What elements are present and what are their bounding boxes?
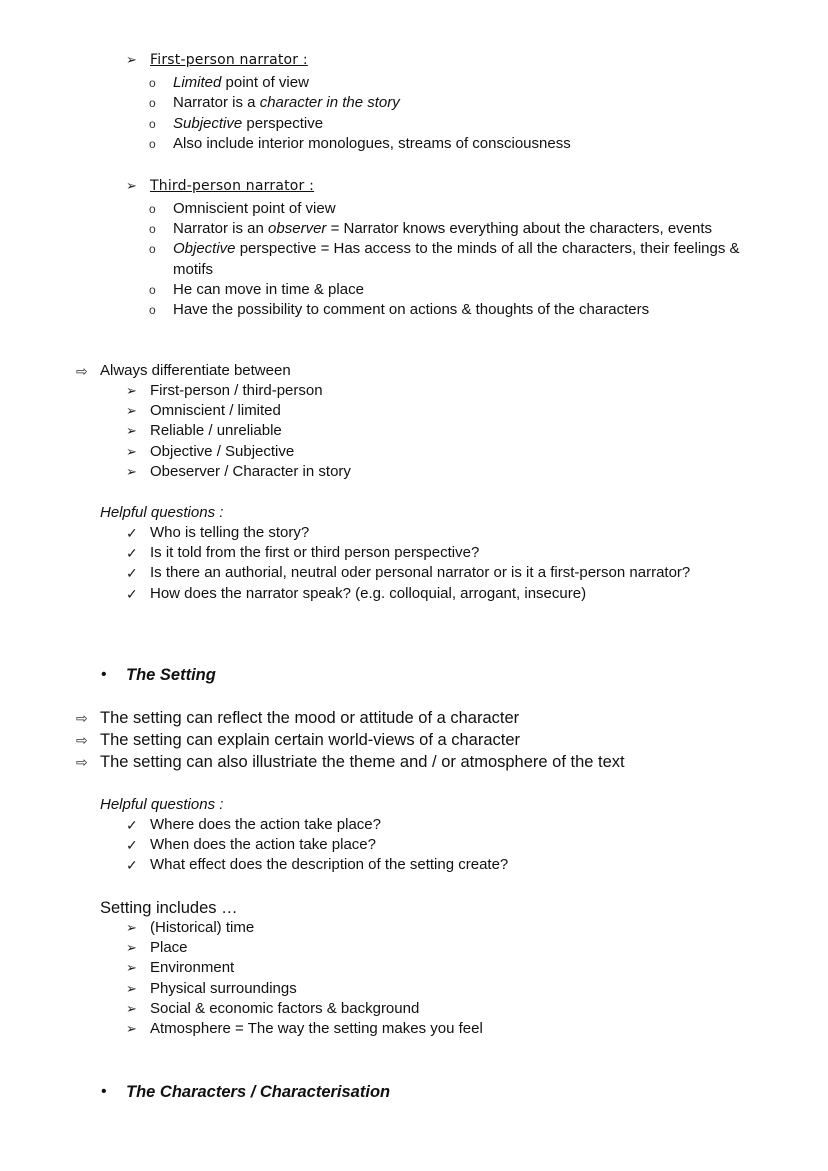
circle-bullet-icon: o bbox=[149, 137, 156, 151]
list-item: (Historical) time bbox=[150, 919, 255, 936]
list-item: Social & economic factors & background bbox=[150, 1000, 420, 1017]
differentiate-title: Always differentiate between bbox=[100, 362, 291, 379]
arrowhead-bullet-icon: ➢ bbox=[126, 464, 137, 479]
third-person-heading: Third-person narrator : bbox=[150, 178, 315, 194]
helpful-questions-title: Helpful questions : bbox=[100, 796, 224, 813]
arrowhead-bullet-icon: ➢ bbox=[126, 52, 137, 67]
arrowhead-bullet-icon: ➢ bbox=[126, 383, 137, 398]
checkmark-bullet-icon: ✓ bbox=[126, 817, 138, 833]
setting-point: The setting can also illustriate the theme and / or atmosphere of the text bbox=[100, 753, 625, 771]
circle-bullet-icon: o bbox=[149, 76, 156, 90]
section-heading-setting: The Setting bbox=[126, 666, 216, 684]
dot-bullet-icon: • bbox=[101, 666, 107, 683]
list-item: Limited point of view bbox=[173, 74, 309, 91]
dot-bullet-icon: • bbox=[101, 1083, 107, 1100]
list-item: How does the narrator speak? (e.g. colloquial, arrogant, insecure) bbox=[150, 585, 587, 602]
list-item: Subjective perspective bbox=[173, 115, 324, 132]
arrowhead-bullet-icon: ➢ bbox=[126, 960, 137, 975]
list-item: Also include interior monologues, streams of consciousness bbox=[173, 135, 571, 152]
arrowhead-bullet-icon: ➢ bbox=[126, 1021, 137, 1036]
list-item: Omniscient point of view bbox=[173, 200, 336, 217]
list-item: Who is telling the story? bbox=[150, 524, 310, 541]
list-item: Narrator is an observer = Narrator knows everything about the characters, events bbox=[173, 220, 713, 237]
arrowhead-bullet-icon: ➢ bbox=[126, 1001, 137, 1016]
setting-point: The setting can explain certain world-views of a character bbox=[100, 731, 521, 749]
checkmark-bullet-icon: ✓ bbox=[126, 565, 138, 581]
circle-bullet-icon: o bbox=[149, 242, 156, 256]
list-item: Environment bbox=[150, 959, 235, 976]
arrowhead-bullet-icon: ➢ bbox=[126, 444, 137, 459]
checkmark-bullet-icon: ✓ bbox=[126, 837, 138, 853]
arrowhead-bullet-icon: ➢ bbox=[126, 981, 137, 996]
list-item: Physical surroundings bbox=[150, 980, 297, 997]
arrowhead-bullet-icon: ➢ bbox=[126, 178, 137, 193]
arrow-right-bullet-icon: ⇨ bbox=[76, 363, 88, 379]
list-item: Have the possibility to comment on actions & thoughts of the characters bbox=[173, 301, 650, 318]
arrow-right-bullet-icon: ⇨ bbox=[76, 732, 88, 748]
list-item: Reliable / unreliable bbox=[150, 422, 282, 439]
setting-point: The setting can reflect the mood or attitude of a character bbox=[100, 709, 520, 727]
list-item: First-person / third-person bbox=[150, 382, 323, 399]
arrowhead-bullet-icon: ➢ bbox=[126, 423, 137, 438]
list-item: What effect does the description of the setting create? bbox=[150, 856, 509, 873]
list-item: He can move in time & place bbox=[173, 281, 364, 298]
list-item-continuation: motifs bbox=[173, 261, 214, 278]
first-person-heading: First-person narrator : bbox=[150, 52, 308, 68]
checkmark-bullet-icon: ✓ bbox=[126, 857, 138, 873]
list-item: Obeserver / Character in story bbox=[150, 463, 351, 480]
list-item: Is it told from the first or third person perspective? bbox=[150, 544, 480, 561]
circle-bullet-icon: o bbox=[149, 202, 156, 216]
list-item: Objective / Subjective bbox=[150, 443, 295, 460]
circle-bullet-icon: o bbox=[149, 303, 156, 317]
arrowhead-bullet-icon: ➢ bbox=[126, 403, 137, 418]
circle-bullet-icon: o bbox=[149, 222, 156, 236]
section-heading-characters: The Characters / Characterisation bbox=[126, 1083, 391, 1101]
list-item: Atmosphere = The way the setting makes you feel bbox=[150, 1020, 483, 1037]
checkmark-bullet-icon: ✓ bbox=[126, 586, 138, 602]
checkmark-bullet-icon: ✓ bbox=[126, 545, 138, 561]
list-item: Omniscient / limited bbox=[150, 402, 281, 419]
setting-includes-title: Setting includes … bbox=[100, 899, 238, 917]
list-item: Objective perspective = Has access to the minds of all the characters, their feelings & bbox=[173, 240, 740, 257]
list-item: Is there an authorial, neutral oder personal narrator or is it a first-person narrator? bbox=[150, 564, 691, 581]
list-item: Where does the action take place? bbox=[150, 816, 381, 833]
list-item: When does the action take place? bbox=[150, 836, 376, 853]
arrowhead-bullet-icon: ➢ bbox=[126, 920, 137, 935]
list-item: Narrator is a character in the story bbox=[173, 94, 400, 111]
circle-bullet-icon: o bbox=[149, 283, 156, 297]
helpful-questions-title: Helpful questions : bbox=[100, 504, 224, 521]
checkmark-bullet-icon: ✓ bbox=[126, 525, 138, 541]
list-item: Place bbox=[150, 939, 188, 956]
circle-bullet-icon: o bbox=[149, 96, 156, 110]
circle-bullet-icon: o bbox=[149, 117, 156, 131]
arrow-right-bullet-icon: ⇨ bbox=[76, 754, 88, 770]
arrowhead-bullet-icon: ➢ bbox=[126, 940, 137, 955]
arrow-right-bullet-icon: ⇨ bbox=[76, 710, 88, 726]
